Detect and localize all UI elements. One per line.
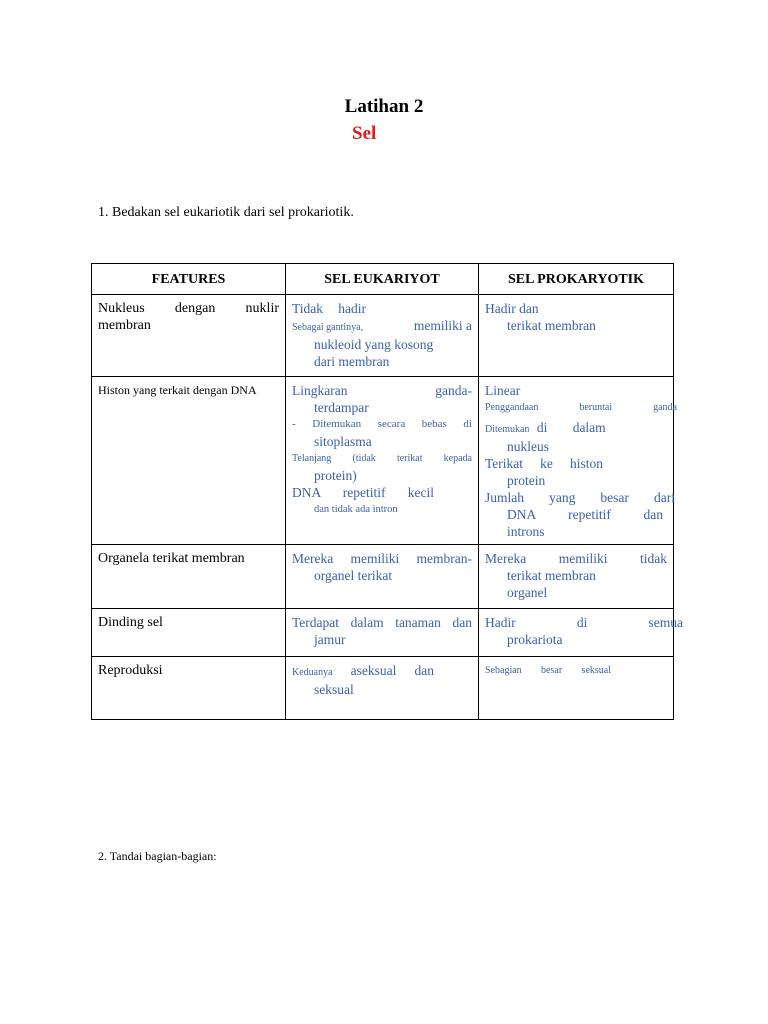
table-row (92, 657, 674, 720)
eukaryote-cell (286, 295, 479, 377)
feature-cell (92, 295, 286, 377)
table-row (92, 377, 674, 545)
answer-small-text: Ditemukan (485, 424, 530, 435)
header-eukaryote: SEL EUKARIYOT (286, 264, 479, 295)
answer-line: protein (507, 473, 546, 488)
feature-cell (92, 545, 286, 609)
answer-line: Mereka memiliki tidak (485, 551, 667, 566)
answer-line: Lingkaran ganda- (292, 383, 472, 398)
answer-small-text: Sebagian besar seksual (485, 665, 611, 676)
feature-cell (92, 609, 286, 657)
answer-line: Jumlah yang besar dari (485, 490, 675, 505)
answer-line: protein) (314, 468, 357, 483)
answer-line: terikat membran (507, 318, 596, 333)
answer-line: Linear (485, 383, 521, 398)
comparison-table (91, 263, 683, 720)
answer-line: memiliki a (413, 318, 472, 333)
prokaryote-cell (479, 295, 674, 377)
answer-line: di dalam (536, 420, 606, 435)
answer-line: Tidak hadir (292, 301, 366, 316)
answer-line: Terdapat dalam tanaman dan (292, 615, 472, 630)
answer-line: terdampar (314, 400, 369, 415)
answer-line: dari membran (314, 354, 390, 369)
table-row (92, 609, 674, 657)
feature-label: Reproduksi (98, 663, 163, 678)
table-row (92, 295, 674, 377)
question-1: 1. Bedakan sel eukariotik dari sel prokariotik. (98, 205, 354, 220)
answer-small-text: Penggandaan beruntai ganda (485, 402, 677, 413)
feature-label: Organela terikat membran (98, 551, 245, 566)
answer-small-text: Telanjang (tidak terikat kepada (292, 453, 472, 464)
prokaryote-cell (479, 545, 674, 609)
answer-small-text: dan tidak ada intron (314, 504, 398, 515)
prokaryote-cell (479, 657, 674, 720)
header-features: FEATURES (92, 264, 286, 295)
question-2: 2. Tandai bagian-bagian: (98, 849, 217, 863)
answer-small-text: Keduanya (292, 667, 333, 678)
eukaryote-cell (286, 545, 479, 609)
answer-line: introns (507, 524, 545, 539)
eukaryote-cell (286, 609, 479, 657)
feature-label: Nukleus dengan nuklir membran (98, 301, 279, 333)
answer-line: Hadir dan (485, 301, 539, 316)
eukaryote-cell (286, 377, 479, 545)
answer-small-text: Sebagai gantinya, (292, 322, 364, 333)
answer-small-text: - Ditemukan secara bebas di (292, 418, 472, 430)
answer-line: organel (507, 585, 548, 600)
prokaryote-cell (479, 377, 677, 545)
eukaryote-cell (286, 657, 479, 720)
document-subtitle: Sel (352, 123, 377, 144)
answer-line: nukleoid yang kosong (314, 337, 434, 352)
answer-line: jamur (314, 632, 346, 647)
answer-line: DNA repetitif dan (507, 507, 663, 522)
answer-line: Hadir di semua (485, 615, 683, 630)
document-title: Latihan 2 (344, 96, 424, 117)
answer-line: Terikat ke histon (485, 456, 603, 471)
table-header-row (92, 264, 674, 295)
prokaryote-cell (479, 609, 683, 657)
feature-cell (92, 657, 286, 720)
answer-line: aseksual dan (350, 663, 434, 678)
answer-line: seksual (314, 682, 354, 697)
feature-cell (92, 377, 286, 545)
answer-line: organel terikat (314, 568, 393, 583)
answer-line: nukleus (507, 439, 549, 454)
table-row (92, 545, 674, 609)
answer-line: Mereka memiliki membran- (292, 551, 472, 566)
feature-label: Histon yang terkait dengan DNA (98, 383, 257, 397)
answer-line: prokariota (507, 632, 563, 647)
answer-line: terikat membran (507, 568, 596, 583)
answer-line: DNA repetitif kecil (292, 485, 434, 500)
header-prokaryote: SEL PROKARYOTIK (479, 264, 674, 295)
feature-label: Dinding sel (98, 615, 163, 630)
answer-line: sitoplasma (314, 434, 372, 449)
